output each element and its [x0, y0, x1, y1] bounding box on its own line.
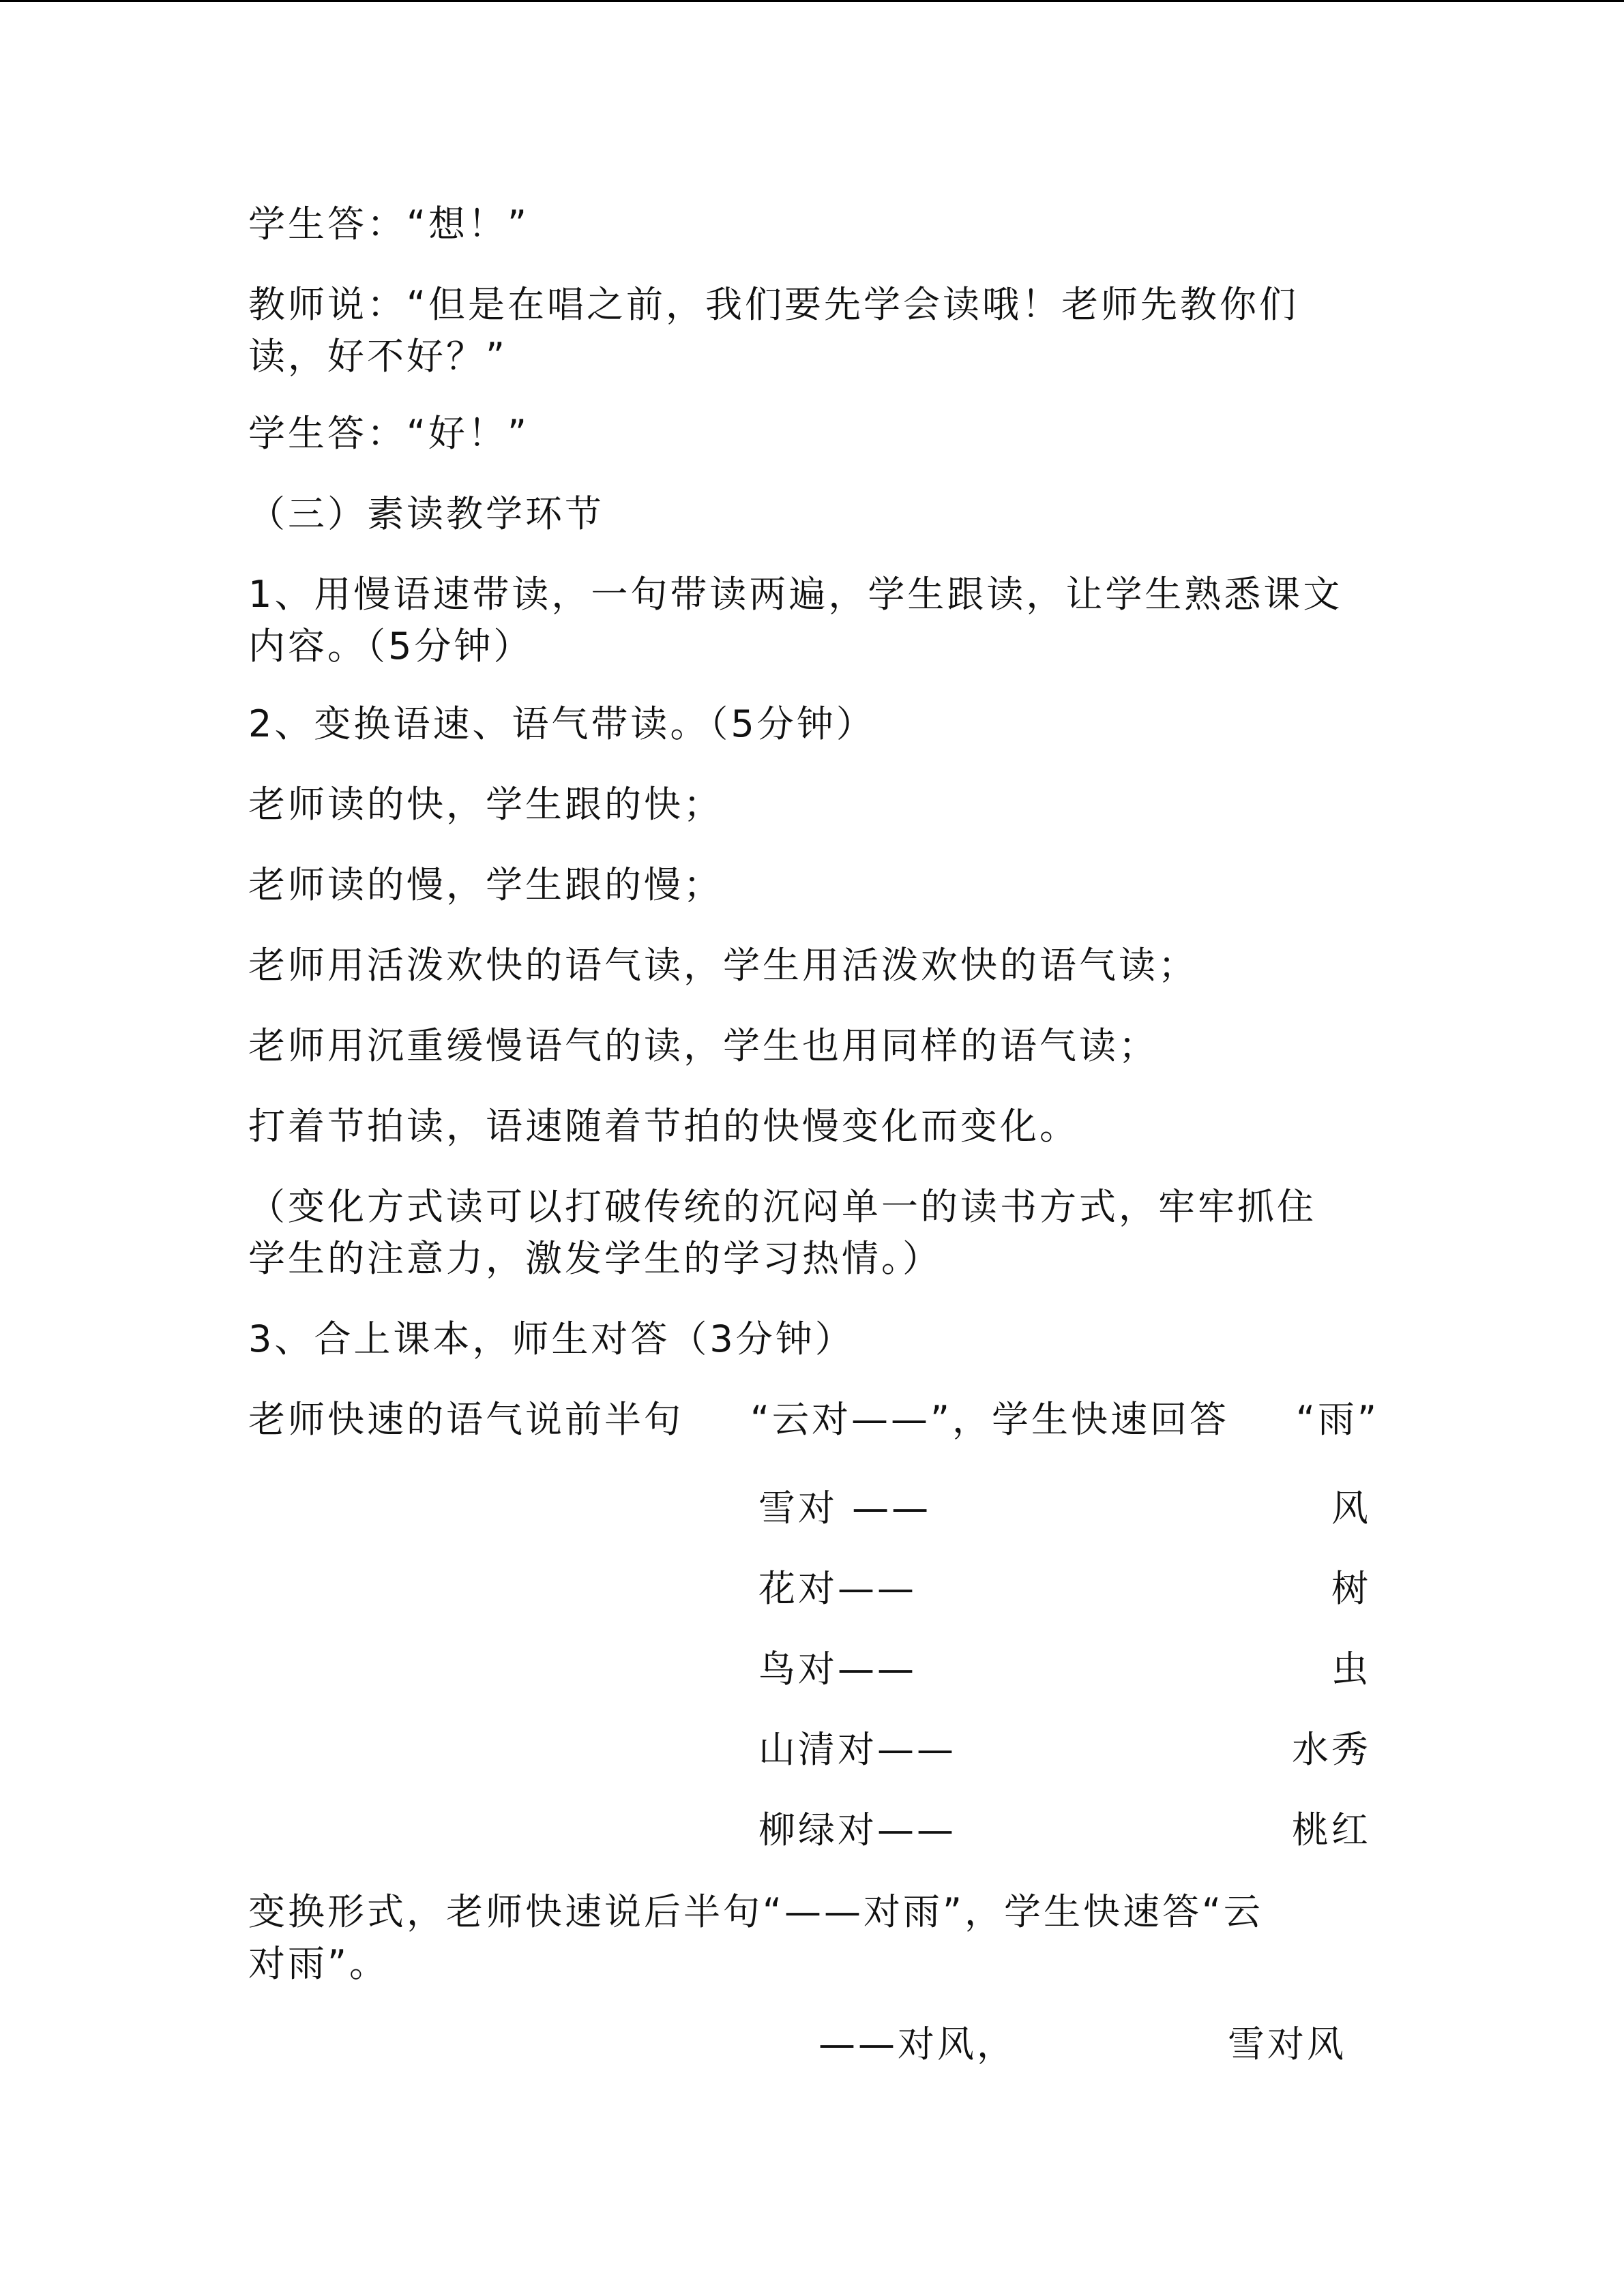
pair-prompt: ——对风， [818, 2023, 1016, 2066]
paragraph-line: 学生答：“好！” [248, 412, 529, 455]
paragraph-line: 2、变换语速、语气带读。（5分钟） [248, 702, 876, 745]
paragraph-line: 变换形式，老师快速说后半句“——对雨”，学生快速答“云 [248, 1890, 1263, 1933]
paragraph-line: 学生的注意力，激发学生的学习热情。） [248, 1237, 942, 1280]
section-heading: （三）素读教学环节 [248, 492, 604, 535]
pair-answer: 树 [1331, 1567, 1371, 1610]
pair-prompt: 鸟对—— [758, 1648, 917, 1690]
pair-prompt: 柳绿对—— [758, 1808, 956, 1851]
paragraph-line: 老师用沉重缓慢语气的读，学生也用同样的语气读； [248, 1024, 1158, 1067]
paragraph-line: 读，好不好？” [248, 335, 507, 378]
page-top-border [0, 0, 1624, 2]
pair-answer: 雪对风 [1228, 2023, 1346, 2066]
pair-answer: 虫 [1331, 1648, 1371, 1690]
paragraph-line: 内容。（5分钟） [248, 625, 533, 668]
pair-prompt: 雪对 —— [758, 1487, 932, 1530]
paragraph-line: 学生答：“想！” [248, 203, 529, 245]
pair-answer: 风 [1331, 1487, 1371, 1530]
paragraph-line: 老师用活泼欢快的语气读，学生用活泼欢快的语气读； [248, 944, 1198, 987]
qa-intro-lead: 老师快速的语气说前半句 [248, 1398, 683, 1441]
qa-intro-answer: “雨” [1296, 1398, 1379, 1441]
paragraph-line: 对雨”。 [248, 1942, 389, 1985]
paragraph-line: 老师读的慢，学生跟的慢； [248, 863, 723, 906]
pair-answer: 桃红 [1292, 1808, 1371, 1851]
paragraph-line: 打着节拍读，语速随着节拍的快慢变化而变化。 [248, 1105, 1079, 1148]
paragraph-line: （变化方式读可以打破传统的沉闷单一的读书方式，牢牢抓住 [248, 1185, 1316, 1228]
pair-prompt: 山清对—— [758, 1728, 956, 1771]
paragraph-line: 1、用慢语速带读，一句带读两遍，学生跟读，让学生熟悉课文 [248, 573, 1343, 616]
pair-answer: 水秀 [1292, 1728, 1371, 1771]
qa-intro-prompt: “云对——”，学生快速回答 [750, 1398, 1229, 1441]
pair-prompt: 花对—— [758, 1567, 917, 1610]
paragraph-line: 3、合上课本，师生对答（3分钟） [248, 1317, 855, 1360]
paragraph-line: 老师读的快，学生跟的快； [248, 783, 723, 826]
paragraph-line: 教师说：“但是在唱之前，我们要先学会读哦！老师先教你们 [248, 283, 1299, 326]
